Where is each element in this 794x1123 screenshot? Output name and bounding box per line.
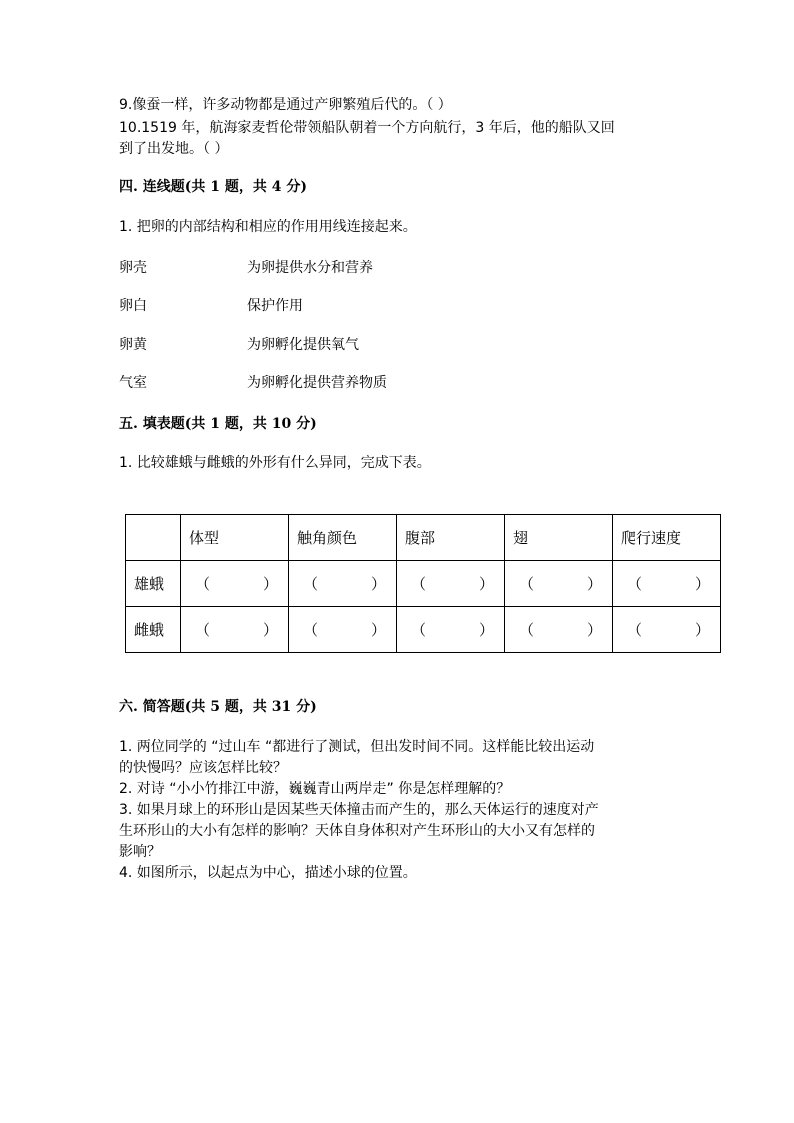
close-paren: ） [694, 621, 710, 639]
match-left-item: 卵黄 [119, 337, 147, 353]
short-answer-question-3-line3: 影响？ [119, 844, 161, 860]
close-paren: ） [478, 575, 494, 593]
close-paren: ） [586, 621, 602, 639]
close-paren: ） [478, 621, 494, 639]
table-header-cell: 体型 [181, 515, 289, 561]
match-left-item: 卵壳 [119, 260, 147, 276]
table-header-row [126, 515, 721, 561]
close-paren: ） [586, 575, 602, 593]
short-answer-question-4: 4. 如图所示，以起点为中心，描述小球的位置。 [119, 865, 417, 881]
judgement-question-9: 9.像蚕一样，许多动物都是通过产卵繁殖后代的。（ ） [119, 97, 452, 113]
table-row-label: 雄蛾 [126, 561, 181, 607]
section-5-title: 五. 填表题(共 1 题，共 10 分) [119, 416, 317, 432]
open-paren: （ [627, 575, 643, 593]
section-6-title: 六. 简答题(共 5 题，共 31 分) [119, 699, 317, 715]
close-paren: ） [370, 621, 386, 639]
open-paren: （ [627, 621, 643, 639]
match-right-item: 为卵孵化提供氧气 [247, 337, 359, 353]
match-right-item: 为卵孵化提供营养物质 [247, 375, 387, 391]
answer-cell[interactable] [181, 607, 289, 653]
table-header-cell [126, 515, 181, 561]
short-answer-question-1-line1: 1. 两位同学的 “过山车 “都进行了测试，但出发时间不同。这样能比较出运动 [119, 739, 595, 755]
close-paren: ） [370, 575, 386, 593]
short-answer-question-1-line2: 的快慢吗？应该怎样比较？ [119, 760, 287, 776]
match-left-item: 卵白 [119, 298, 147, 314]
matching-question-1: 1. 把卵的内部结构和相应的作用用线连接起来。 [119, 219, 417, 235]
table-question-1: 1. 比较雄蛾与雌蛾的外形有什么异同，完成下表。 [119, 455, 431, 471]
answer-cell[interactable] [613, 607, 721, 653]
answer-cell[interactable] [613, 561, 721, 607]
match-right-item: 保护作用 [247, 298, 303, 314]
open-paren: （ [411, 621, 427, 639]
table-header-cell: 腹部 [397, 515, 505, 561]
judgement-question-10-line2: 到了出发地。（ ） [119, 141, 229, 157]
match-left-item: 气室 [119, 375, 147, 391]
short-answer-question-3-line2: 生环形山的大小有怎样的影响？天体自身体积对产生环形山的大小又有怎样的 [119, 823, 595, 839]
close-paren: ） [262, 621, 278, 639]
close-paren: ） [694, 575, 710, 593]
answer-cell[interactable] [397, 607, 505, 653]
answer-cell[interactable] [505, 607, 613, 653]
open-paren: （ [519, 621, 535, 639]
table-row [126, 607, 721, 653]
open-paren: （ [303, 575, 319, 593]
short-answer-question-2: 2. 对诗 “小小竹排江中游，巍巍青山两岸走” 你是怎样理解的？ [119, 781, 511, 797]
open-paren: （ [519, 575, 535, 593]
answer-cell[interactable] [397, 561, 505, 607]
judgement-question-10-line1: 10.1519 年，航海家麦哲伦带领船队朝着一个方向航行，3 年后，他的船队又回 [119, 120, 615, 136]
short-answer-question-3-line1: 3. 如果月球上的环形山是因某些天体撞击而产生的，那么天体运行的速度对产 [119, 802, 599, 818]
section-4-title: 四. 连线题(共 1 题，共 4 分) [119, 179, 307, 195]
table-header-cell: 爬行速度 [613, 515, 721, 561]
table-row-label: 雌蛾 [126, 607, 181, 653]
close-paren: ） [262, 575, 278, 593]
match-right-item: 为卵提供水分和营养 [247, 260, 373, 276]
answer-cell[interactable] [289, 607, 397, 653]
answer-cell[interactable] [289, 561, 397, 607]
open-paren: （ [195, 575, 211, 593]
table-row [126, 561, 721, 607]
open-paren: （ [303, 621, 319, 639]
table-header-cell: 触角颜色 [289, 515, 397, 561]
answer-cell[interactable] [181, 561, 289, 607]
table-header-cell: 翅 [505, 515, 613, 561]
open-paren: （ [195, 621, 211, 639]
comparison-table [125, 514, 721, 653]
open-paren: （ [411, 575, 427, 593]
answer-cell[interactable] [505, 561, 613, 607]
